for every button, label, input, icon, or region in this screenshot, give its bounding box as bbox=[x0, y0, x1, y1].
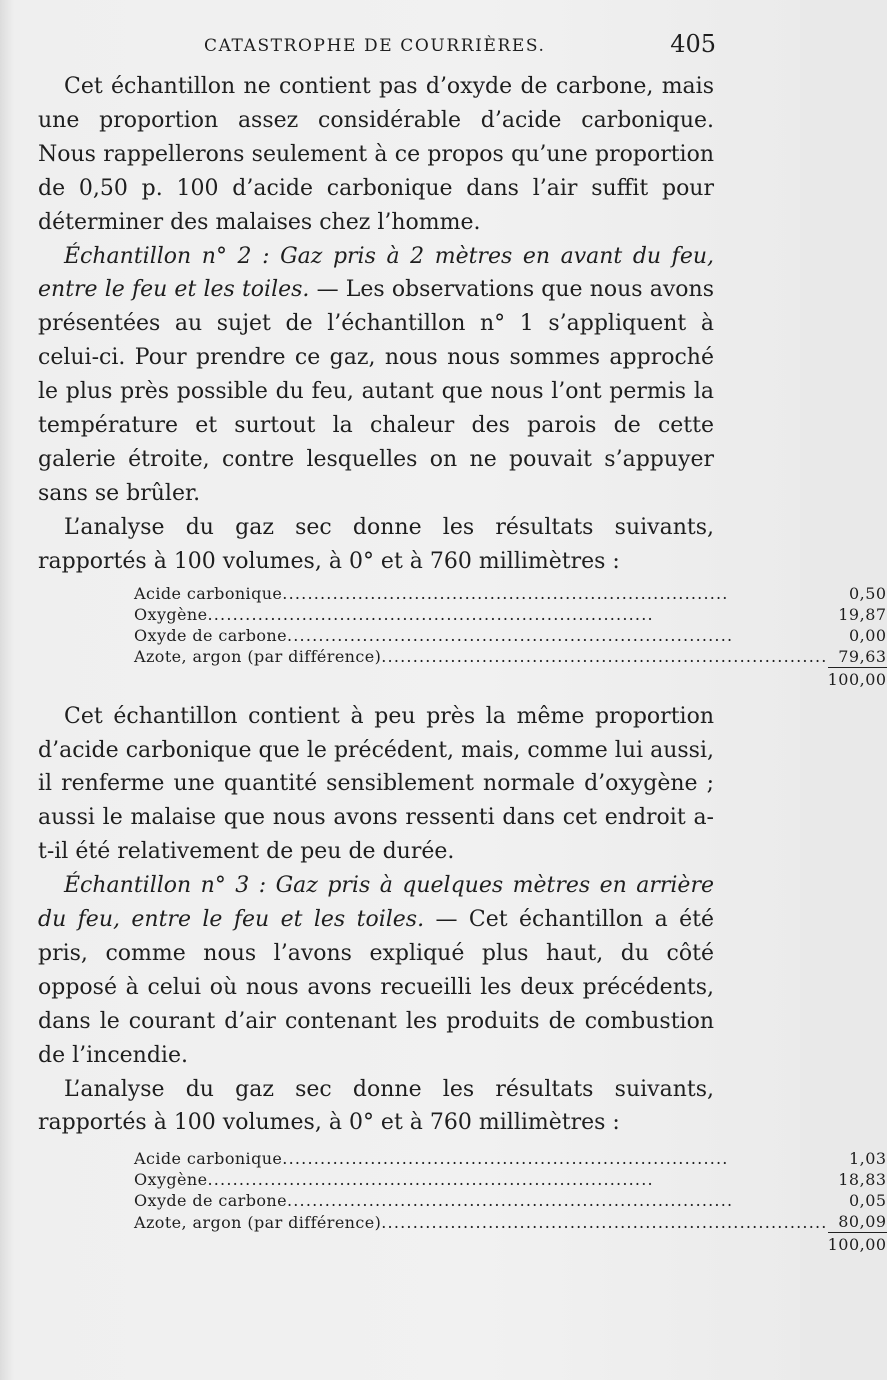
paragraph-sample-2-conclusion: Cet échantillon contient à peu près la même proportion d’acide carbonique que le précédent, mais, comme lui aussi, il renferme une quantité sensiblement normale d’oxygène ; aussi le malaise que nous avons ressenti dans cet endroit a-t-il été relativement de peu de durée. bbox=[38, 703, 714, 865]
leader-dots: ....................................................................... bbox=[282, 1149, 729, 1169]
table-row bbox=[134, 583, 887, 604]
table-row bbox=[134, 1211, 887, 1233]
paragraph-analysis-intro-2: L’analyse du gaz sec donne les résultats suivants, rapportés à 100 volumes, à 0° et à 760 millimètres : bbox=[38, 1076, 714, 1136]
paragraph-sample-2 bbox=[38, 240, 714, 511]
table-total-row bbox=[134, 667, 887, 690]
total-value: 100,00 bbox=[828, 1233, 887, 1256]
component-value: 0,50 bbox=[848, 583, 887, 603]
leader-dots: ....................................................................... bbox=[282, 583, 729, 603]
component-label: Acide carbonique bbox=[134, 583, 283, 603]
table-row bbox=[134, 625, 887, 646]
analysis-table-2-wrapper bbox=[38, 1140, 887, 1255]
analysis-table-2 bbox=[134, 1148, 887, 1255]
paragraph-analysis-intro-1: L’analyse du gaz sec donne les résultats suivants, rapportés à 100 volumes, à 0° et à 760 millimètres : bbox=[38, 514, 714, 574]
body-text bbox=[38, 70, 887, 1255]
component-label: Oxygène bbox=[134, 1170, 208, 1190]
component-value: 19,87 bbox=[838, 604, 887, 624]
analysis-table-1 bbox=[134, 583, 887, 690]
sample-2-heading: Échantillon n° 2 : Gaz pris à 2 mètres en avant du feu, entre le feu et les toiles. bbox=[38, 243, 714, 303]
sample-3-text: — Cet échantillon a été pris, comme nous l’avons expliqué plus haut, du côté opposé à celui où nous avons recueilli les deux précédents, dans le courant d’air contenant les produits de combustion de l’incendie. bbox=[38, 907, 714, 1068]
component-value: 0,00 bbox=[848, 625, 887, 645]
running-title: CATASTROPHE DE COURRIÈRES. bbox=[204, 36, 546, 56]
component-label: Azote, argon (par différence) bbox=[134, 647, 382, 667]
sample-2-text: — Les observations que nous avons présentées au sujet de l’échantillon n° 1 s’appliquent à celui-ci. Pour prendre ce gaz, nous nous sommes approché le plus près possible du feu, autant que nous l’ont permis la température et surtout la chaleur des parois de cette galerie étroite, contre lesquelles on ne pouvait s’appuyer sans se brûler. bbox=[38, 277, 714, 506]
table-row bbox=[134, 1190, 887, 1211]
component-value: 0,05 bbox=[848, 1191, 887, 1211]
component-value: 80,09 bbox=[838, 1212, 887, 1232]
component-label: Azote, argon (par différence) bbox=[134, 1212, 382, 1232]
table-row bbox=[134, 1169, 887, 1190]
paragraph-sample-3 bbox=[38, 869, 714, 1072]
table-row bbox=[134, 604, 887, 625]
component-label: Oxygène bbox=[134, 604, 208, 624]
component-label: Oxyde de carbone bbox=[134, 1191, 287, 1211]
component-label: Oxyde de carbone bbox=[134, 625, 287, 645]
leader-dots: ....................................................................... bbox=[207, 604, 654, 624]
sample-3-heading: Échantillon n° 3 : Gaz pris à quelques mètres en arrière du feu, entre le feu et les toiles. bbox=[38, 873, 714, 933]
table-row bbox=[134, 646, 887, 668]
leader-dots: ....................................................................... bbox=[286, 625, 734, 645]
leader-dots: ....................................................................... bbox=[381, 647, 828, 667]
leader-dots: ....................................................................... bbox=[286, 1191, 734, 1211]
page-header bbox=[38, 30, 714, 64]
table-total-row bbox=[134, 1233, 887, 1256]
paragraph-sample-1-conclusion: Cet échantillon ne contient pas d’oxyde de carbone, mais une proportion assez considérable d’acide carbonique. Nous rappellerons seulement à ce propos qu’une proportion de 0,50 p. 100 d’acide carbonique dans l’air suffit pour déterminer des malaises chez l’homme. bbox=[38, 74, 714, 235]
component-value: 18,83 bbox=[838, 1170, 887, 1190]
component-label: Acide carbonique bbox=[134, 1149, 283, 1169]
leader-dots: ....................................................................... bbox=[207, 1170, 654, 1190]
leader-dots: ....................................................................... bbox=[381, 1212, 828, 1232]
component-value: 1,03 bbox=[848, 1149, 887, 1169]
total-value: 100,00 bbox=[828, 667, 887, 690]
analysis-table-1-wrapper bbox=[38, 579, 887, 700]
component-value: 79,63 bbox=[838, 646, 887, 666]
table-row bbox=[134, 1148, 887, 1169]
page-number: 405 bbox=[670, 30, 716, 58]
